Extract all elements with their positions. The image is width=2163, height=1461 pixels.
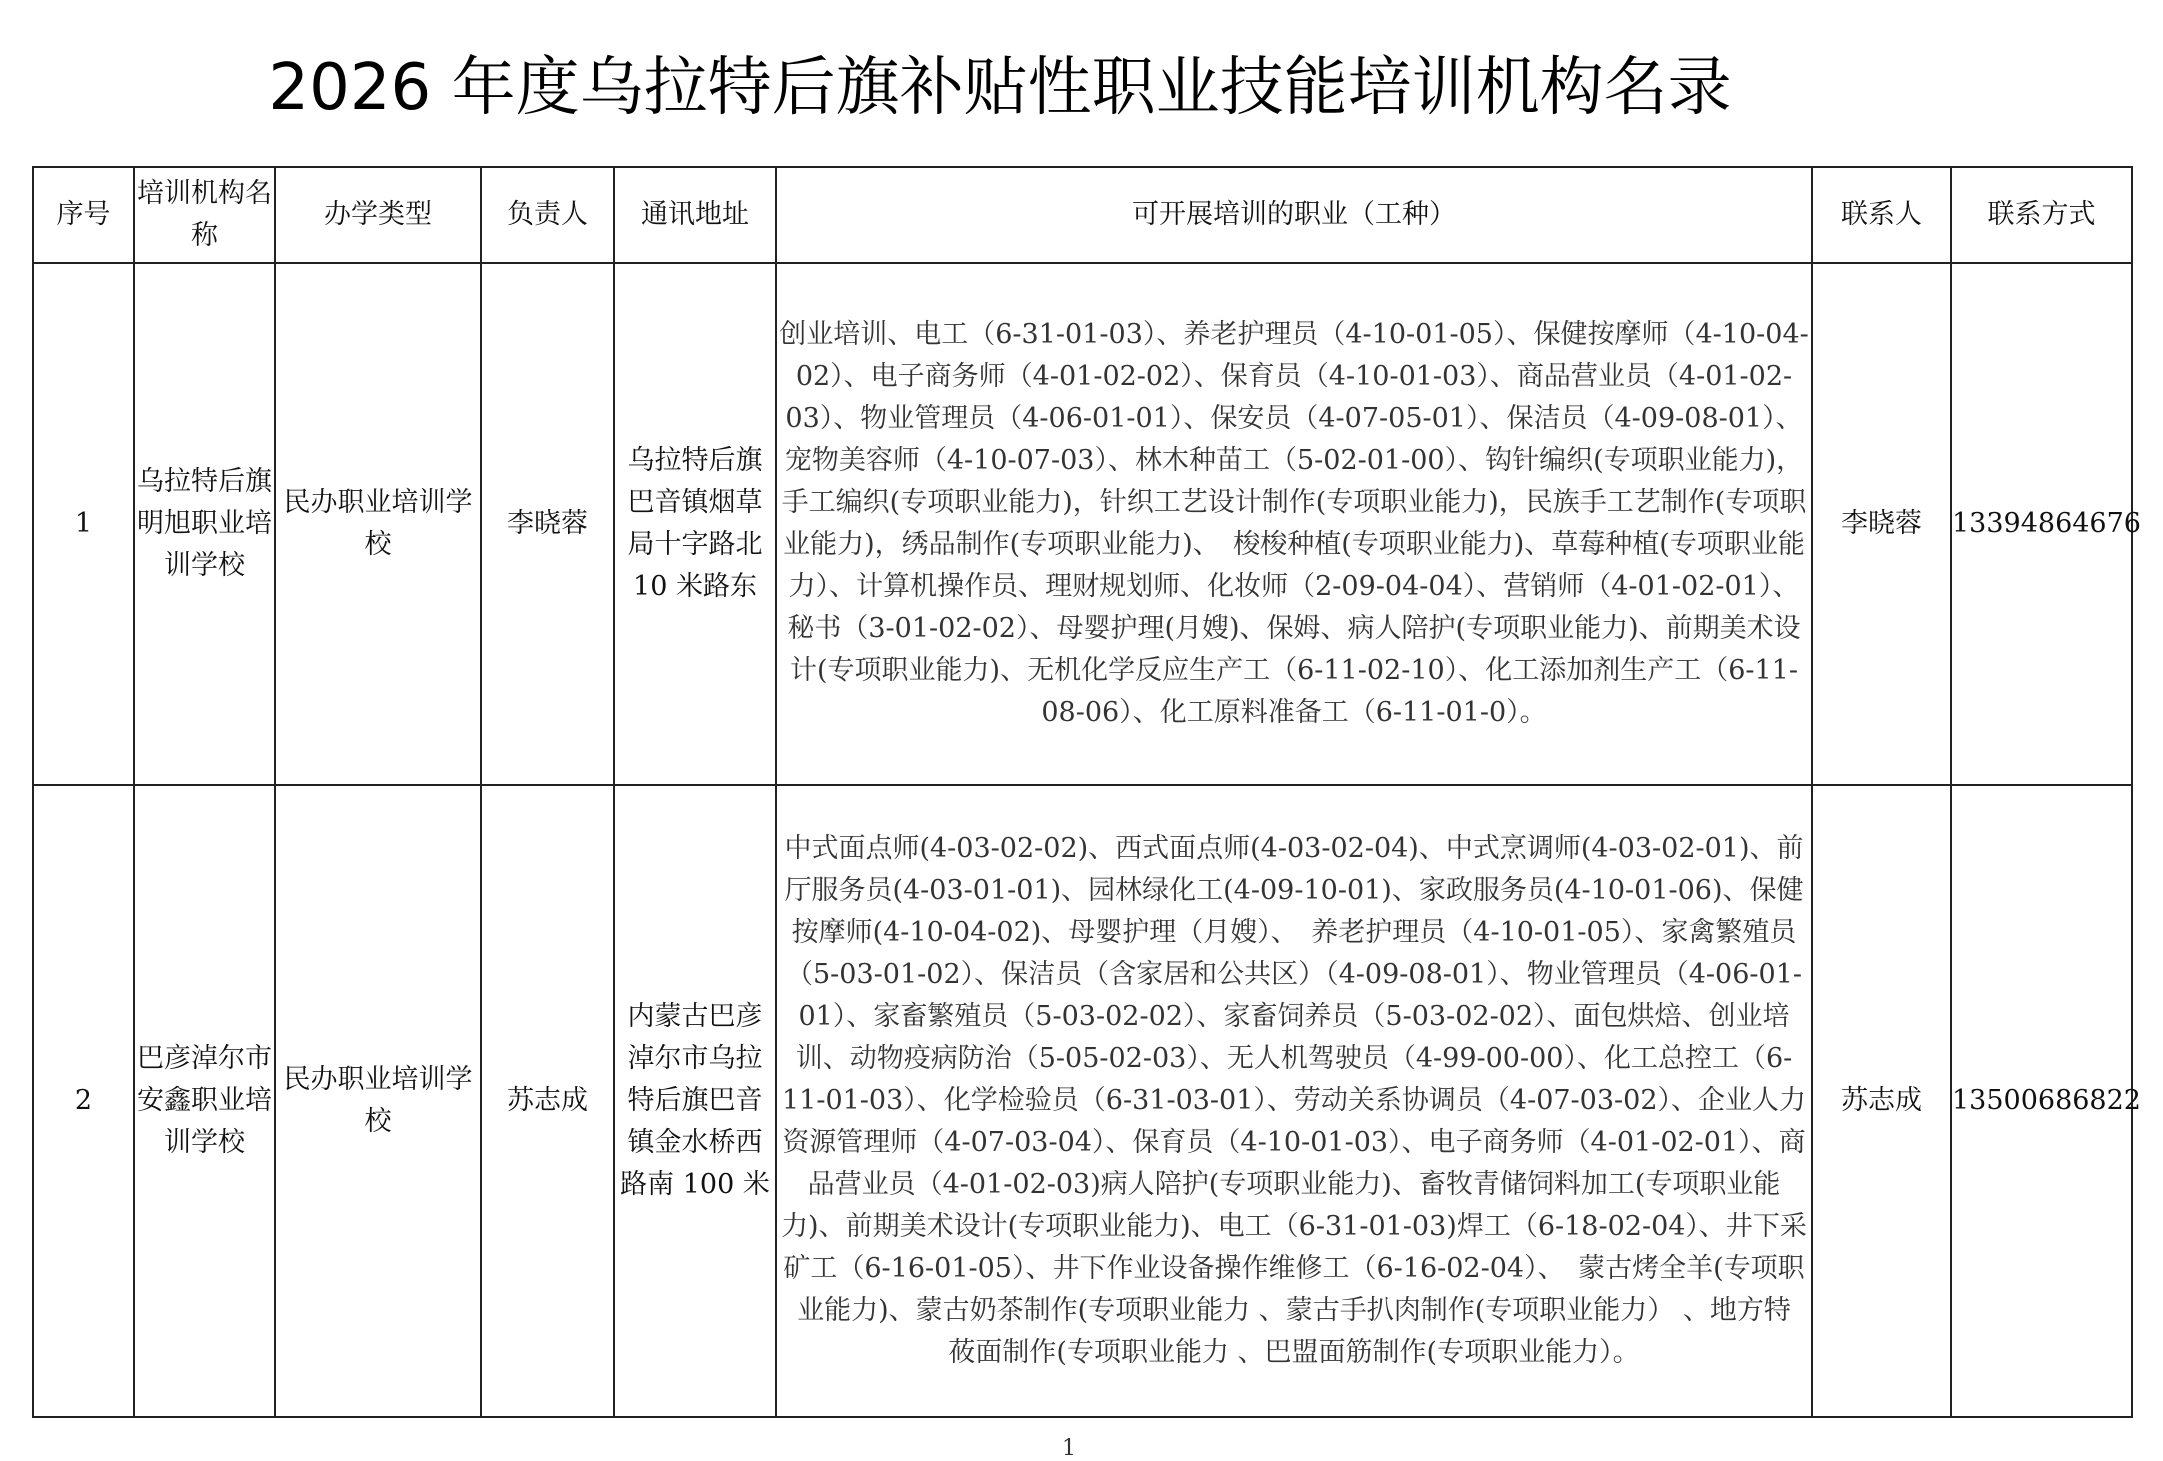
table-row (33, 785, 2132, 1417)
row-school-type: 民办职业培训学校 (275, 785, 481, 1417)
row-seq: 2 (33, 785, 134, 1417)
row-address: 内蒙古巴彦淖尔市乌拉特后旗巴音镇金水桥西路南 100 米 (614, 785, 776, 1417)
header-institution-name: 培训机构名称 (134, 167, 275, 263)
row-contact-person: 苏志成 (1812, 785, 1951, 1417)
header-trainable-jobs: 可开展培训的职业（工种） (776, 167, 1812, 263)
row-leader: 李晓蓉 (481, 263, 614, 785)
row-school-type: 民办职业培训学校 (275, 263, 481, 785)
row-contact-phone: 13394864676 (1951, 263, 2132, 785)
row-leader: 苏志成 (481, 785, 614, 1417)
table-row (33, 263, 2132, 785)
row-institution-name: 巴彦淖尔市安鑫职业培训学校 (134, 785, 275, 1417)
header-school-type: 办学类型 (275, 167, 481, 263)
row-seq: 1 (33, 263, 134, 785)
row-contact-phone: 13500686822 (1951, 785, 2132, 1417)
header-address: 通讯地址 (614, 167, 776, 263)
row-trainable-jobs: 创业培训、电工（6-31-01-03）、养老护理员（4-10-01-05）、保健按摩师（4-10-04-02）、电子商务师（4-01-02-02）、保育员（4-10-01-03）、商品营业员（4-01-02-03）、物业管理员（4-06-01-01）、保安员（4-07-05-01）、保洁员（4-09-08-01）、宠物美容师（4-10-07-03）、林木种苗工（5-02-01-00）、钩针编织(专项职业能力)，手工编织(专项职业能力)，针织工艺设计制作(专项职业能力)，民族手工艺制作(专项职业能力)，绣品制作(专项职业能力)、 梭梭种植(专项职业能力)、草莓种植(专项职业能力）、计算机操作员、理财规划师、化妆师（2-09-04-04）、营销师（4-01-02-01）、秘书（3-01-02-02）、母婴护理(月嫂)、保姆、病人陪护(专项职业能力)、前期美术设计(专项职业能力)、无机化学反应生产工（6-11-02-10）、化工添加剂生产工（6-11-08-06）、化工原料准备工（6-11-01-0）。 (776, 263, 1812, 785)
header-contact-phone: 联系方式 (1951, 167, 2132, 263)
header-leader: 负责人 (481, 167, 614, 263)
table-header-row (33, 167, 2132, 263)
row-institution-name: 乌拉特后旗明旭职业培训学校 (134, 263, 275, 785)
row-address: 乌拉特后旗巴音镇烟草局十字路北 10 米路东 (614, 263, 776, 785)
training-institution-table (32, 166, 2141, 1418)
document-title: 2026 年度乌拉特后旗补贴性职业技能培训机构名录 (268, 51, 1732, 125)
header-contact-person: 联系人 (1812, 167, 1951, 263)
row-trainable-jobs: 中式面点师(4-03-02-02)、西式面点师(4-03-02-04)、中式烹调师(4-03-02-01)、前厅服务员(4-03-01-01)、园林绿化工(4-09-10-01)、家政服务员(4-10-01-06)、保健按摩师(4-10-04-02)、母婴护理（月嫂）、 养老护理员（4-10-01-05）、家禽繁殖员（5-03-01-02）、保洁员（含家居和公共区）（4-09-08-01）、物业管理员（4-06-01-01）、家畜繁殖员（5-03-02-02）、家畜饲养员（5-03-02-02）、面包烘焙、创业培训、动物疫病防治（5-05-02-03）、无人机驾驶员（4-99-00-00）、化工总控工（6-11-01-03）、化学检验员（6-31-03-01）、劳动关系协调员（4-07-03-02）、企业人力资源管理师（4-07-03-04）、保育员（4-10-01-03）、电子商务师（4-01-02-01）、商品营业员（4-01-02-03)病人陪护(专项职业能力)、畜牧青储饲料加工(专项职业能力)、前期美术设计(专项职业能力)、电工（6-31-01-03)焊工（6-18-02-04）、井下采矿工（6-16-01-05）、井下作业设备操作维修工（6-16-02-04）、 蒙古烤全羊(专项职业能力)、蒙古奶茶制作(专项职业能力 、蒙古手扒肉制作(专项职业能力） 、地方特 莜面制作(专项职业能力 、巴盟面筋制作(专项职业能力）。 (776, 785, 1812, 1417)
row-contact-person: 李晓蓉 (1812, 263, 1951, 785)
page-number: 1 (1062, 1436, 1076, 1461)
header-seq: 序号 (33, 167, 134, 263)
